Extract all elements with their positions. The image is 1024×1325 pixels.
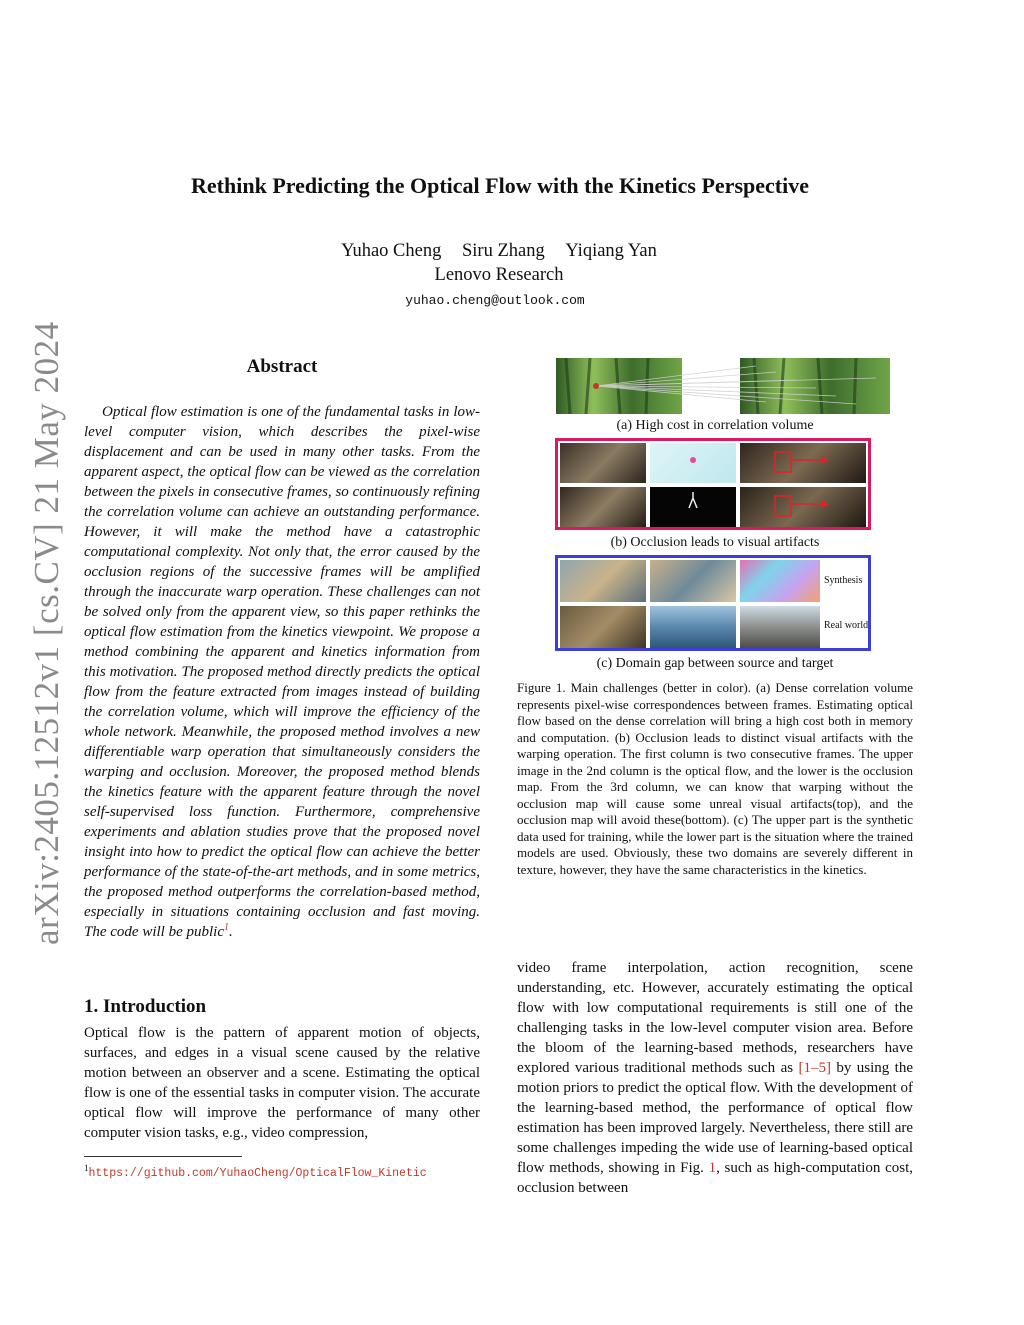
- synthesis-label: Synthesis: [824, 575, 863, 586]
- real-image-2: [650, 606, 736, 648]
- footnote-link[interactable]: https://github.com/YuhaoCheng/OpticalFlow_Kinetic: [88, 1166, 427, 1180]
- arxiv-identifier: arXiv:2405.12512v1 [cs.CV] 21 May 2024: [27, 321, 66, 945]
- introduction-continued: [517, 958, 913, 1198]
- footnote: [84, 1160, 484, 1182]
- occlusion-highlight-marks: [555, 438, 871, 530]
- subcaption-a: (a) High cost in correlation volume: [616, 418, 814, 433]
- author-name: Yiqiang Yan: [565, 241, 657, 261]
- real-world-label: Real world: [824, 620, 869, 631]
- footnote-number: 1: [84, 1163, 89, 1173]
- introduction-text: Optical flow is the pattern of apparent motion of objects, surfaces, and edges in a visual scene caused by the relative motion between an observer and a scene. Estimating the optical flow is one of the essential tasks in computer vision. The accurate optical flow will improve the performance of many other computer vision tasks, e.g., video compression,: [84, 1025, 480, 1141]
- synthetic-flow-image: [740, 560, 820, 602]
- correlation-volume-image: [556, 358, 890, 414]
- synthetic-image-2: [650, 560, 736, 602]
- footnote-ref[interactable]: 1: [223, 922, 229, 933]
- figure-ref-link[interactable]: 1: [708, 1160, 717, 1176]
- section-heading-introduction: 1. Introduction: [84, 996, 207, 1017]
- abstract-text: Optical flow estimation is one of the fundamental tasks in low-level computer vision, which describes the pixel-wise displacement and can be used in many other tasks. From the apparent aspect, the optical flow can be viewed as the correlation between the pixels in consecutive frames, so continuously refining the correlation volume can achieve an outstanding performance. However, it will make the method have a catastrophic computational complexity. Not only that, the error caused by the occlusion regions of the successive frames will be amplified through the inaccurate warp operation. These challenges can not be solved only from the apparent view, so this paper rethinks the optical flow estimation from the kinetics viewpoint. We propose a method combining the apparent and kinetics information from this motivation. The proposed method directly predicts the optical flow from the feature extracted from images instead of building the correlation volume, which will improve the efficiency of the whole network. Meanwhile, the proposed method involves a new differentiable warp operation that simultaneously considers the warping and occlusion. Moreover, the proposed method blends the kinetics feature with the apparent feature through the novel self-supervised loss function. Furthermore, comprehensive experiments and ablation studies prove that the proposed novel insight into how to predict the optical flow can achieve the better performance of the state-of-the-art methods, and in some metrics, the proposed method outperforms the correlation-based method, especially in situations containing occlusion and fast moving. The code will be public: [84, 404, 480, 940]
- author-list: [0, 241, 998, 262]
- citation-link[interactable]: [1–5]: [798, 1060, 831, 1076]
- text-run: by using the motion priors to predict the optical flow. With the development of the learning-based method, the performance of optical flow estimation has been improved largely. Nevertheless, there still are some challenges impeding the wide use of learning-based optical flow methods, showing in Fig.: [517, 1060, 913, 1176]
- figure-caption: Figure 1. Main challenges (better in color). (a) Dense correlation volume represents pixel-wise correspondences between frames. Estimating optical flow based on the dense correlation will bring a high cost both in memory and computation. (b) Occlusion leads to distinct visual artifacts with the warping operation. The first column is two consecutive frames. The upper image in the 2nd column is the optical flow, and the lower is the occlusion map. From the 3rd column, we can know that warping without the occlusion map will cause some unreal visual artifacts(top), and the occlusion map will avoid these(bottom). (c) The upper part is the synthetic data used for training, while the lower part is the situation where the trained models are used. Obviously, these two domains are severely different in texture, however, they have the same characteristics in the kinetics.: [517, 680, 913, 877]
- subcaption-b: (b) Occlusion leads to visual artifacts: [610, 535, 820, 550]
- author-name: Siru Zhang: [461, 241, 545, 261]
- footnote-divider: [84, 1156, 242, 1157]
- affiliation: Lenovo Research: [434, 265, 564, 285]
- author-name: Yuhao Cheng: [341, 241, 442, 261]
- abstract-body: [84, 402, 480, 942]
- real-image-3: [740, 606, 820, 648]
- real-image-1: [560, 606, 646, 648]
- synthetic-image-1: [560, 560, 646, 602]
- abstract-end: .: [228, 924, 233, 940]
- abstract-heading: Abstract: [246, 356, 318, 377]
- author-email[interactable]: yuhao.cheng@outlook.com: [405, 293, 585, 308]
- subcaption-c: (c) Domain gap between source and target: [596, 656, 834, 671]
- paper-title: Rethink Predicting the Optical Flow with the Kinetics Perspective: [191, 173, 809, 198]
- text-run: video frame interpolation, action recognition, scene understanding, etc. However, accurately estimating the optical flow with low computational requirements is still one of the challenging tasks in the low-level computer vision area. Before the bloom of the learning-based methods, researchers have explored various traditional methods such as: [517, 960, 913, 1076]
- text-run: , such as high-computation cost, occlusion between: [517, 1160, 913, 1196]
